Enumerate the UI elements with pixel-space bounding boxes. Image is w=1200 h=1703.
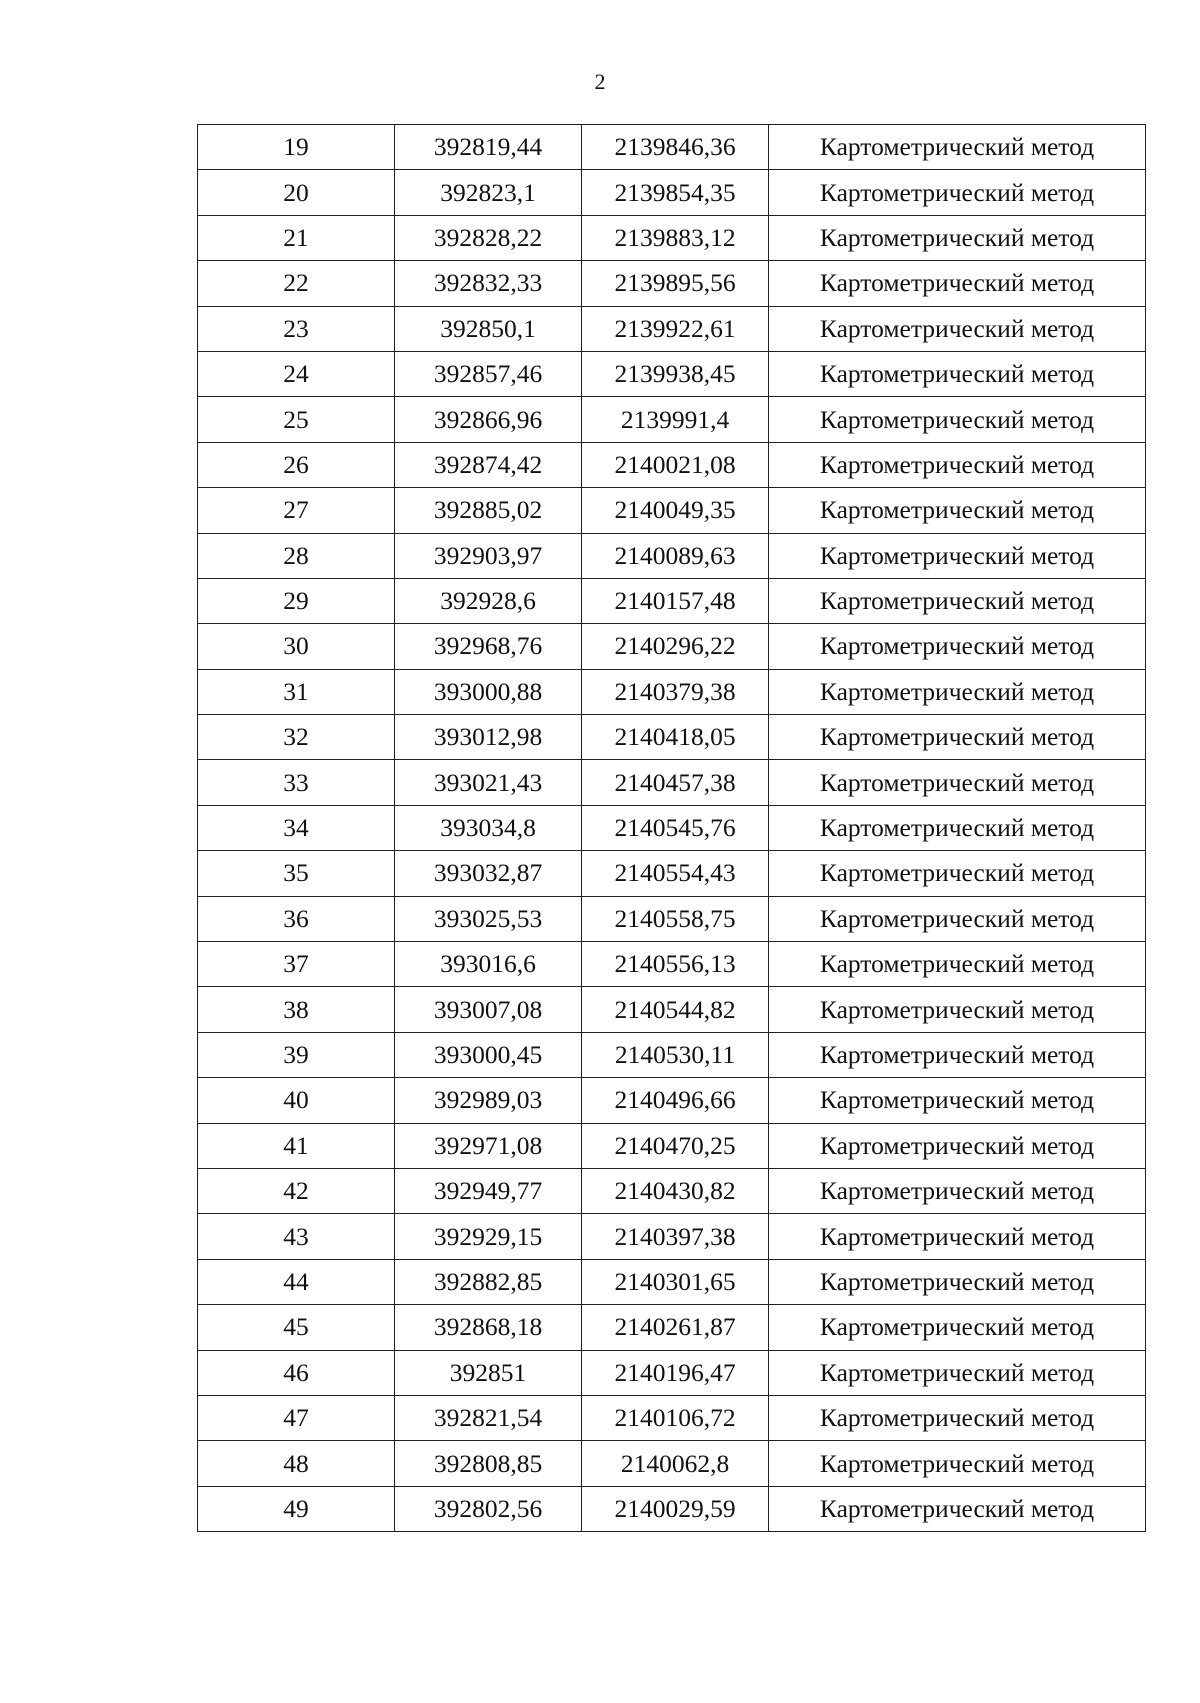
table-row	[198, 624, 1146, 669]
point-number-cell: 47	[198, 1395, 395, 1440]
y-coordinate-cell: 2139938,45	[582, 351, 769, 396]
point-number-cell: 25	[198, 397, 395, 442]
point-number-cell: 27	[198, 488, 395, 533]
y-coordinate-cell: 2140089,63	[582, 533, 769, 578]
method-cell: Картометрический метод	[769, 125, 1146, 170]
x-coordinate-cell: 392828,22	[395, 215, 582, 260]
method-cell: Картометрический метод	[769, 669, 1146, 714]
table-row	[198, 805, 1146, 850]
point-number-cell: 38	[198, 987, 395, 1032]
table-row	[198, 1441, 1146, 1486]
method-cell: Картометрический метод	[769, 1259, 1146, 1304]
x-coordinate-cell: 392850,1	[395, 306, 582, 351]
table-row	[198, 851, 1146, 896]
point-number-cell: 19	[198, 125, 395, 170]
method-cell: Картометрический метод	[769, 1441, 1146, 1486]
method-cell: Картометрический метод	[769, 215, 1146, 260]
method-cell: Картометрический метод	[769, 1305, 1146, 1350]
y-coordinate-cell: 2140397,38	[582, 1214, 769, 1259]
x-coordinate-cell: 392885,02	[395, 488, 582, 533]
table-row	[198, 578, 1146, 623]
y-coordinate-cell: 2140106,72	[582, 1395, 769, 1440]
point-number-cell: 40	[198, 1078, 395, 1123]
method-cell: Картометрический метод	[769, 987, 1146, 1032]
method-cell: Картометрический метод	[769, 1486, 1146, 1531]
y-coordinate-cell: 2140157,48	[582, 578, 769, 623]
method-cell: Картометрический метод	[769, 1395, 1146, 1440]
method-cell: Картометрический метод	[769, 715, 1146, 760]
point-number-cell: 29	[198, 578, 395, 623]
method-cell: Картометрический метод	[769, 488, 1146, 533]
table-row	[198, 715, 1146, 760]
y-coordinate-cell: 2140545,76	[582, 805, 769, 850]
method-cell: Картометрический метод	[769, 170, 1146, 215]
point-number-cell: 33	[198, 760, 395, 805]
y-coordinate-cell: 2140062,8	[582, 1441, 769, 1486]
method-cell: Картометрический метод	[769, 578, 1146, 623]
table-row	[198, 942, 1146, 987]
x-coordinate-cell: 393032,87	[395, 851, 582, 896]
x-coordinate-cell: 392928,6	[395, 578, 582, 623]
x-coordinate-cell: 393021,43	[395, 760, 582, 805]
table-row	[198, 1395, 1146, 1440]
y-coordinate-cell: 2140196,47	[582, 1350, 769, 1395]
x-coordinate-cell: 392868,18	[395, 1305, 582, 1350]
table-row	[198, 1259, 1146, 1304]
x-coordinate-cell: 392968,76	[395, 624, 582, 669]
table-row	[198, 306, 1146, 351]
method-cell: Картометрический метод	[769, 1214, 1146, 1259]
table-row	[198, 669, 1146, 714]
method-cell: Картометрический метод	[769, 805, 1146, 850]
point-number-cell: 31	[198, 669, 395, 714]
x-coordinate-cell: 392929,15	[395, 1214, 582, 1259]
point-number-cell: 49	[198, 1486, 395, 1531]
table-row	[198, 261, 1146, 306]
x-coordinate-cell: 392882,85	[395, 1259, 582, 1304]
x-coordinate-cell: 393034,8	[395, 805, 582, 850]
table-row	[198, 170, 1146, 215]
point-number-cell: 43	[198, 1214, 395, 1259]
x-coordinate-cell: 393012,98	[395, 715, 582, 760]
y-coordinate-cell: 2139854,35	[582, 170, 769, 215]
coordinates-table-body	[198, 125, 1146, 1532]
x-coordinate-cell: 393007,08	[395, 987, 582, 1032]
x-coordinate-cell: 392971,08	[395, 1123, 582, 1168]
point-number-cell: 41	[198, 1123, 395, 1168]
y-coordinate-cell: 2140021,08	[582, 442, 769, 487]
point-number-cell: 28	[198, 533, 395, 578]
method-cell: Картометрический метод	[769, 851, 1146, 896]
table-row	[198, 760, 1146, 805]
y-coordinate-cell: 2140556,13	[582, 942, 769, 987]
y-coordinate-cell: 2139895,56	[582, 261, 769, 306]
x-coordinate-cell: 393016,6	[395, 942, 582, 987]
y-coordinate-cell: 2139883,12	[582, 215, 769, 260]
point-number-cell: 23	[198, 306, 395, 351]
table-row	[198, 533, 1146, 578]
y-coordinate-cell: 2140029,59	[582, 1486, 769, 1531]
y-coordinate-cell: 2140418,05	[582, 715, 769, 760]
y-coordinate-cell: 2140430,82	[582, 1168, 769, 1213]
table-row	[198, 351, 1146, 396]
table-row	[198, 1486, 1146, 1531]
y-coordinate-cell: 2140457,38	[582, 760, 769, 805]
point-number-cell: 46	[198, 1350, 395, 1395]
point-number-cell: 20	[198, 170, 395, 215]
x-coordinate-cell: 392802,56	[395, 1486, 582, 1531]
x-coordinate-cell: 393000,88	[395, 669, 582, 714]
x-coordinate-cell: 393025,53	[395, 896, 582, 941]
y-coordinate-cell: 2140554,43	[582, 851, 769, 896]
y-coordinate-cell: 2139922,61	[582, 306, 769, 351]
y-coordinate-cell: 2140496,66	[582, 1078, 769, 1123]
point-number-cell: 48	[198, 1441, 395, 1486]
x-coordinate-cell: 392989,03	[395, 1078, 582, 1123]
table-row	[198, 1168, 1146, 1213]
table-row	[198, 1305, 1146, 1350]
x-coordinate-cell: 392874,42	[395, 442, 582, 487]
table-row	[198, 442, 1146, 487]
method-cell: Картометрический метод	[769, 624, 1146, 669]
table-row	[198, 1123, 1146, 1168]
y-coordinate-cell: 2139991,4	[582, 397, 769, 442]
method-cell: Картометрический метод	[769, 942, 1146, 987]
point-number-cell: 30	[198, 624, 395, 669]
point-number-cell: 24	[198, 351, 395, 396]
table-row	[198, 215, 1146, 260]
x-coordinate-cell: 392819,44	[395, 125, 582, 170]
table-row	[198, 987, 1146, 1032]
table-row	[198, 1078, 1146, 1123]
table-row	[198, 896, 1146, 941]
table-row	[198, 488, 1146, 533]
method-cell: Картометрический метод	[769, 896, 1146, 941]
y-coordinate-cell: 2140558,75	[582, 896, 769, 941]
y-coordinate-cell: 2140470,25	[582, 1123, 769, 1168]
method-cell: Картометрический метод	[769, 1078, 1146, 1123]
coordinates-table	[197, 124, 1146, 1532]
x-coordinate-cell: 392832,33	[395, 261, 582, 306]
point-number-cell: 35	[198, 851, 395, 896]
point-number-cell: 36	[198, 896, 395, 941]
x-coordinate-cell: 393000,45	[395, 1032, 582, 1077]
point-number-cell: 26	[198, 442, 395, 487]
table-row	[198, 1350, 1146, 1395]
y-coordinate-cell: 2140544,82	[582, 987, 769, 1032]
method-cell: Картометрический метод	[769, 442, 1146, 487]
y-coordinate-cell: 2140379,38	[582, 669, 769, 714]
x-coordinate-cell: 392808,85	[395, 1441, 582, 1486]
y-coordinate-cell: 2140530,11	[582, 1032, 769, 1077]
y-coordinate-cell: 2140049,35	[582, 488, 769, 533]
x-coordinate-cell: 392949,77	[395, 1168, 582, 1213]
y-coordinate-cell: 2139846,36	[582, 125, 769, 170]
page-number: 2	[594, 69, 606, 94]
point-number-cell: 44	[198, 1259, 395, 1304]
point-number-cell: 22	[198, 261, 395, 306]
method-cell: Картометрический метод	[769, 261, 1146, 306]
method-cell: Картометрический метод	[769, 1032, 1146, 1077]
method-cell: Картометрический метод	[769, 397, 1146, 442]
point-number-cell: 42	[198, 1168, 395, 1213]
method-cell: Картометрический метод	[769, 351, 1146, 396]
point-number-cell: 37	[198, 942, 395, 987]
method-cell: Картометрический метод	[769, 760, 1146, 805]
method-cell: Картометрический метод	[769, 1168, 1146, 1213]
x-coordinate-cell: 392857,46	[395, 351, 582, 396]
x-coordinate-cell: 392866,96	[395, 397, 582, 442]
point-number-cell: 21	[198, 215, 395, 260]
method-cell: Картометрический метод	[769, 306, 1146, 351]
table-row	[198, 1214, 1146, 1259]
x-coordinate-cell: 392851	[395, 1350, 582, 1395]
method-cell: Картометрический метод	[769, 1123, 1146, 1168]
y-coordinate-cell: 2140261,87	[582, 1305, 769, 1350]
point-number-cell: 34	[198, 805, 395, 850]
table-row	[198, 1032, 1146, 1077]
x-coordinate-cell: 392823,1	[395, 170, 582, 215]
table-row	[198, 125, 1146, 170]
table-row	[198, 397, 1146, 442]
x-coordinate-cell: 392821,54	[395, 1395, 582, 1440]
y-coordinate-cell: 2140296,22	[582, 624, 769, 669]
x-coordinate-cell: 392903,97	[395, 533, 582, 578]
point-number-cell: 45	[198, 1305, 395, 1350]
method-cell: Картометрический метод	[769, 1350, 1146, 1395]
point-number-cell: 32	[198, 715, 395, 760]
point-number-cell: 39	[198, 1032, 395, 1077]
y-coordinate-cell: 2140301,65	[582, 1259, 769, 1304]
method-cell: Картометрический метод	[769, 533, 1146, 578]
